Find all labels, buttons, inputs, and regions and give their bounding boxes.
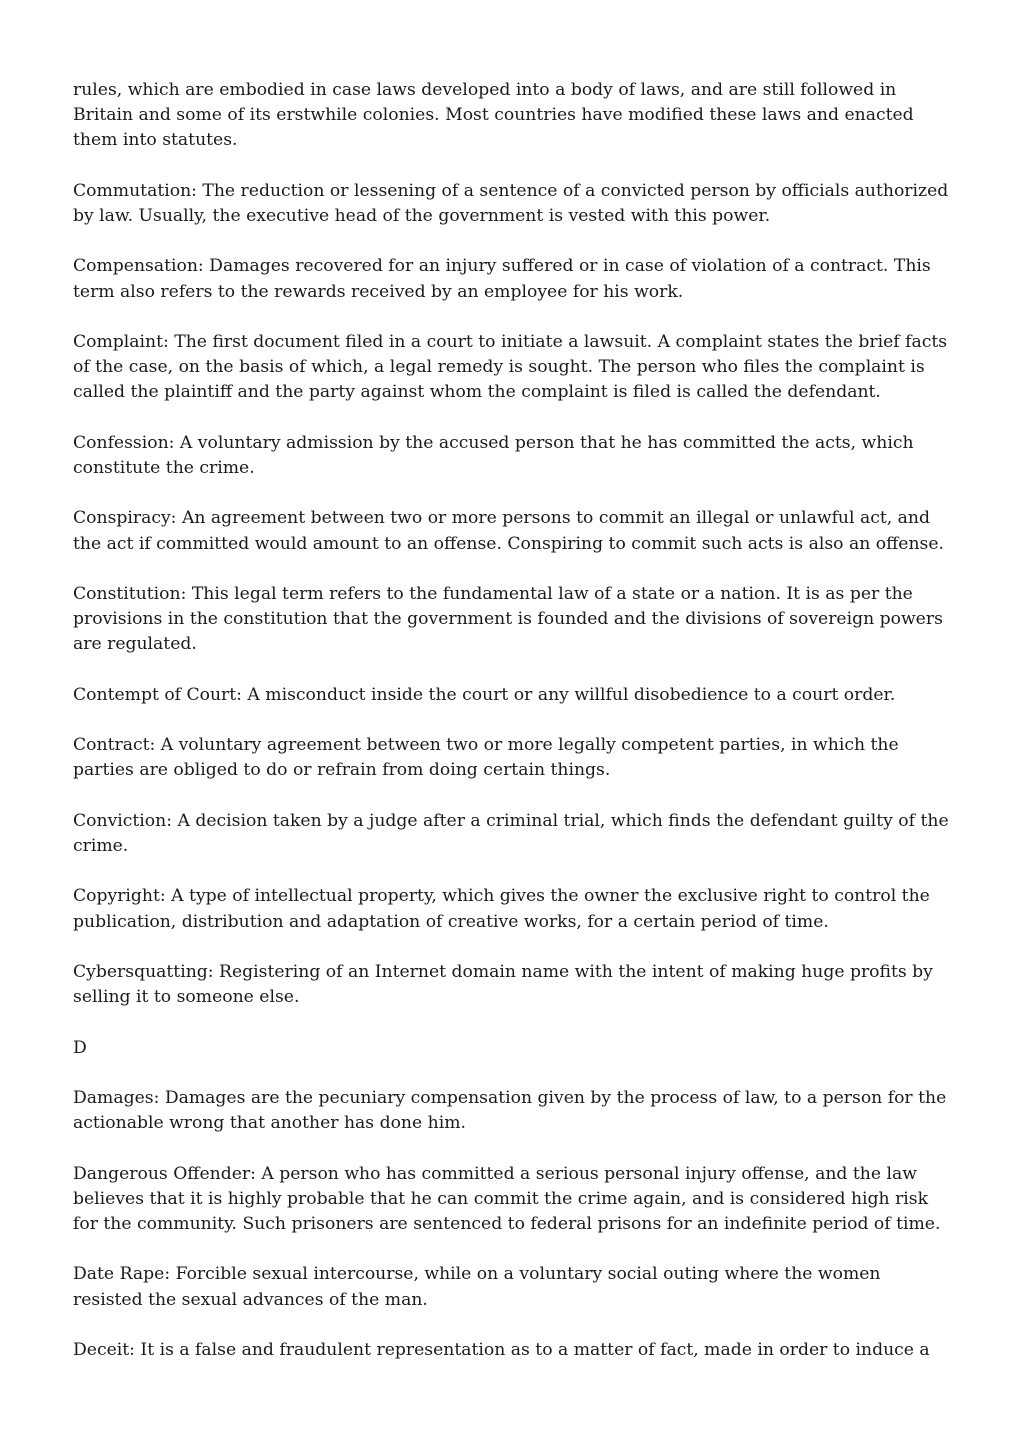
definition-dangerous-offender: Dangerous Offender: A person who has committed a serious personal injury offense, and the law believes that it is highly probable that he can commit the crime again, and is considered high risk for the community. Such prisoners are sentenced to federal prisons for an indefinite period of time. [73,1163,941,1234]
definition-cybersquatting: Cybersquatting: Registering of an Internet domain name with the intent of making huge profits by selling it to someone else. [73,961,933,1008]
definition-constitution: Constitution: This legal term refers to the fundamental law of a state or a nation. It is as per the provisions in the constitution that the government is founded and the divisions of sovereign powers are regulated. [73,583,943,655]
definition-conviction: Conviction: A decision taken by a judge after a criminal trial, which finds the defendant guilty of the crime. [73,810,949,856]
paragraph-common-law-continued: rules, which are embodied in case laws developed into a body of laws, and are still followed in Britain and some of its erstwhile colonies. Most countries have modified these laws and enacted them into statutes. [73,80,914,151]
document-page [73,78,955,1388]
definition-damages: Damages: Damages are the pecuniary compensation given by the process of law, to a person for the actionable wrong that another has done him. [73,1087,947,1134]
definition-complaint: Complaint: The first document filed in a court to initiate a lawsuit. A complaint states the brief facts of the case, on the basis of which, a legal remedy is sought. The person who files the complaint is called the plaintiff and the party against whom the complaint is filed is called the defendant. [73,331,948,403]
definition-date-rape: Date Rape: Forcible sexual intercourse, while on a voluntary social outing where the women resisted the sexual advances of the man. [73,1264,881,1310]
definition-contract: Contract: A voluntary agreement between two or more legally competent parties, in which the parties are obliged to do or refrain from doing certain things. [73,735,899,781]
definition-commutation: Commutation: The reduction or lessening of a sentence of a convicted person by officials authorized by law. Usually, the executive head of the government is vested with this power. [73,180,949,226]
definition-copyright: Copyright: A type of intellectual property, which gives the owner the exclusive right to control the publication, distribution and adaptation of creative works, for a certain period of time. [73,886,930,932]
definition-conspiracy: Conspiracy: An agreement between two or more persons to commit an illegal or unlawful act, and the act if committed would amount to an offense. Conspiring to commit such acts is also an offense. [73,508,944,554]
section-letter-heading: D [73,1037,87,1058]
definition-compensation: Compensation: Damages recovered for an injury suffered or in case of violation of a contract. This term also refers to the rewards received by an employee for his work. [73,256,931,302]
definition-contempt-of-court: Contempt of Court: A misconduct inside the court or any willful disobedience to a court order. [73,684,896,705]
definition-confession: Confession: A voluntary admission by the accused person that he has committed the acts, which constitute the crime. [73,432,914,478]
definition-deceit: Deceit: It is a false and fraudulent representation as to a matter of fact, made in order to induce a [73,1339,930,1360]
